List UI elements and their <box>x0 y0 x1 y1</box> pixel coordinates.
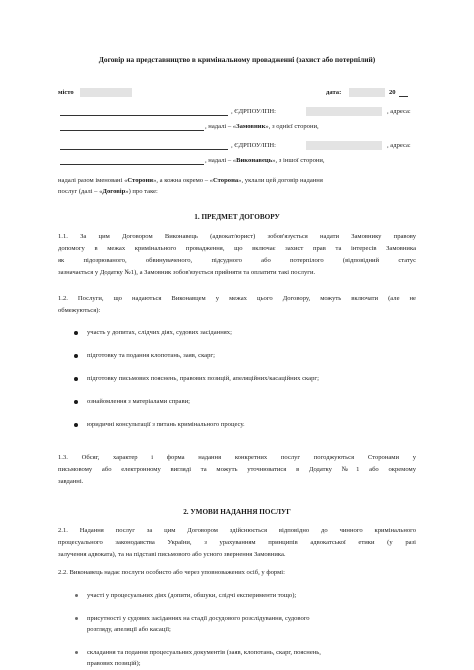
paragraph-2-1 <box>58 528 416 564</box>
section-2-title: 2. УМОВИ НАДАННЯ ПОСЛУГ <box>183 508 291 516</box>
paragraph-1-3-line: письмовому або електронному вигляді та можуть уточнюватися в Додатку №1 або окремому <box>58 466 416 473</box>
party2-name-field[interactable] <box>60 149 228 150</box>
paragraph-2-1-line: 2.1. Надання послуг за цим Договором здійснюється відповідно до чинного кримінального <box>58 527 416 534</box>
paragraph-1-3 <box>58 455 416 491</box>
party2-address-field[interactable] <box>60 164 204 165</box>
party1-name-field[interactable] <box>60 115 228 116</box>
list-item: присутності у судових засіданнях на стадії досудового розслідування, судового <box>87 615 310 622</box>
paragraph-1-1-line: 1.1. За цим Договором Виконавець (адвокат/юрист) зобов'язується надати Замовнику правову <box>58 233 416 240</box>
city-label: місто <box>58 89 74 96</box>
paragraph-1-3-line: завданні. <box>58 478 84 485</box>
city-field[interactable] <box>80 88 132 97</box>
intro-line-2: послуг (далі – «Договір») про таке: <box>58 188 158 195</box>
bullet-icon <box>74 354 78 358</box>
paragraph-1-1-line: як підозрюваного, обвинуваченого, підсудного або потерпілого (відповідний статус <box>58 257 416 264</box>
list-item: участі у процесуальних діях (допити, обшуки, слідчі експерименти тощо); <box>87 592 297 599</box>
document-title: Договір на представництво в кримінальному провадженні (захист або потерпілий) <box>98 55 376 64</box>
date-label: дата: <box>326 89 342 96</box>
bullet-icon <box>74 331 78 335</box>
date-field[interactable] <box>349 88 385 97</box>
paragraph-2-2: 2.2. Виконавець надає послуги особисто або через уповноважених осіб, у формі: <box>58 569 285 576</box>
paragraph-1-2 <box>58 296 416 320</box>
party2-edrpou-label: , ЄДРПОУ/ІПН: <box>231 142 277 149</box>
party2-address-label: , адреса: <box>387 142 411 149</box>
party1-address-label: , адреса: <box>387 108 411 115</box>
party1-edrpou-field[interactable] <box>306 107 382 116</box>
bullet-icon <box>74 377 78 381</box>
party1-role-line: , надалі – «Замовник», з однієї сторони, <box>205 123 319 130</box>
paragraph-1-1 <box>58 234 416 282</box>
paragraph-2-1-line: залучення адвоката), та на підставі письмового або усного звернення Замовника. <box>58 551 286 558</box>
year-field[interactable] <box>399 96 408 97</box>
section-1-title: 1. ПРЕДМЕТ ДОГОВОРУ <box>194 213 280 221</box>
party2-edrpou-field[interactable] <box>306 141 382 150</box>
list-item: ознайомлення з матеріалами справи; <box>87 398 190 405</box>
bullet-icon <box>75 651 78 654</box>
list-item: юридичні консультації з питань кримінального процесу. <box>87 421 245 428</box>
list-item: складання та подання процесуальних документів (заяв, клопотань, скарг, пояснень, <box>87 649 321 656</box>
list-item: участь у допитах, слідчих діях, судових засіданнях; <box>87 329 232 336</box>
list-item-continuation: правових позицій); <box>87 660 141 667</box>
bullet-icon <box>75 617 78 620</box>
bullet-icon <box>74 423 78 427</box>
paragraph-1-2-line: обмежуються): <box>58 307 101 314</box>
bullet-icon <box>75 594 78 597</box>
intro-line-1: надалі разом іменовані «Сторони», а кожна окремо – «Сторона», уклали цей договір надання <box>58 177 323 184</box>
list-item: підготовку письмових пояснень, правових позицій, апеляційних/касаційних скарг; <box>87 375 319 382</box>
paragraph-2-1-line: процесуального законодавства України, з урахуванням принципів адвокатської етики (у разі <box>58 539 416 546</box>
list-item-continuation: розгляду, апеляції або касації; <box>87 626 171 633</box>
party1-address-field[interactable] <box>60 130 204 131</box>
paragraph-1-1-line: допомогу в межах кримінального провадження, що включає захист прав та інтересів Замовника <box>58 245 416 252</box>
paragraph-1-3-line: 1.3. Обсяг, характер і форма надання конкретних послуг погоджуються Сторонами у <box>58 454 416 461</box>
paragraph-1-2-line: 1.2. Послуги, що надаються Виконавцем у межах цього Договору, можуть включати (але не <box>58 295 416 302</box>
bullet-icon <box>74 400 78 404</box>
list-item: підготовку та подання клопотань, заяв, скарг; <box>87 352 215 359</box>
party2-role-line: , надалі – «Виконавець», з іншої сторони, <box>205 157 325 164</box>
party1-edrpou-label: , ЄДРПОУ/ІПН: <box>231 108 277 115</box>
paragraph-1-1-line: зазначається у Додатку №1), а Замовник зобов'язується прийняти та оплатити такі послуги. <box>58 269 316 276</box>
year-prefix: 20 <box>389 89 396 96</box>
